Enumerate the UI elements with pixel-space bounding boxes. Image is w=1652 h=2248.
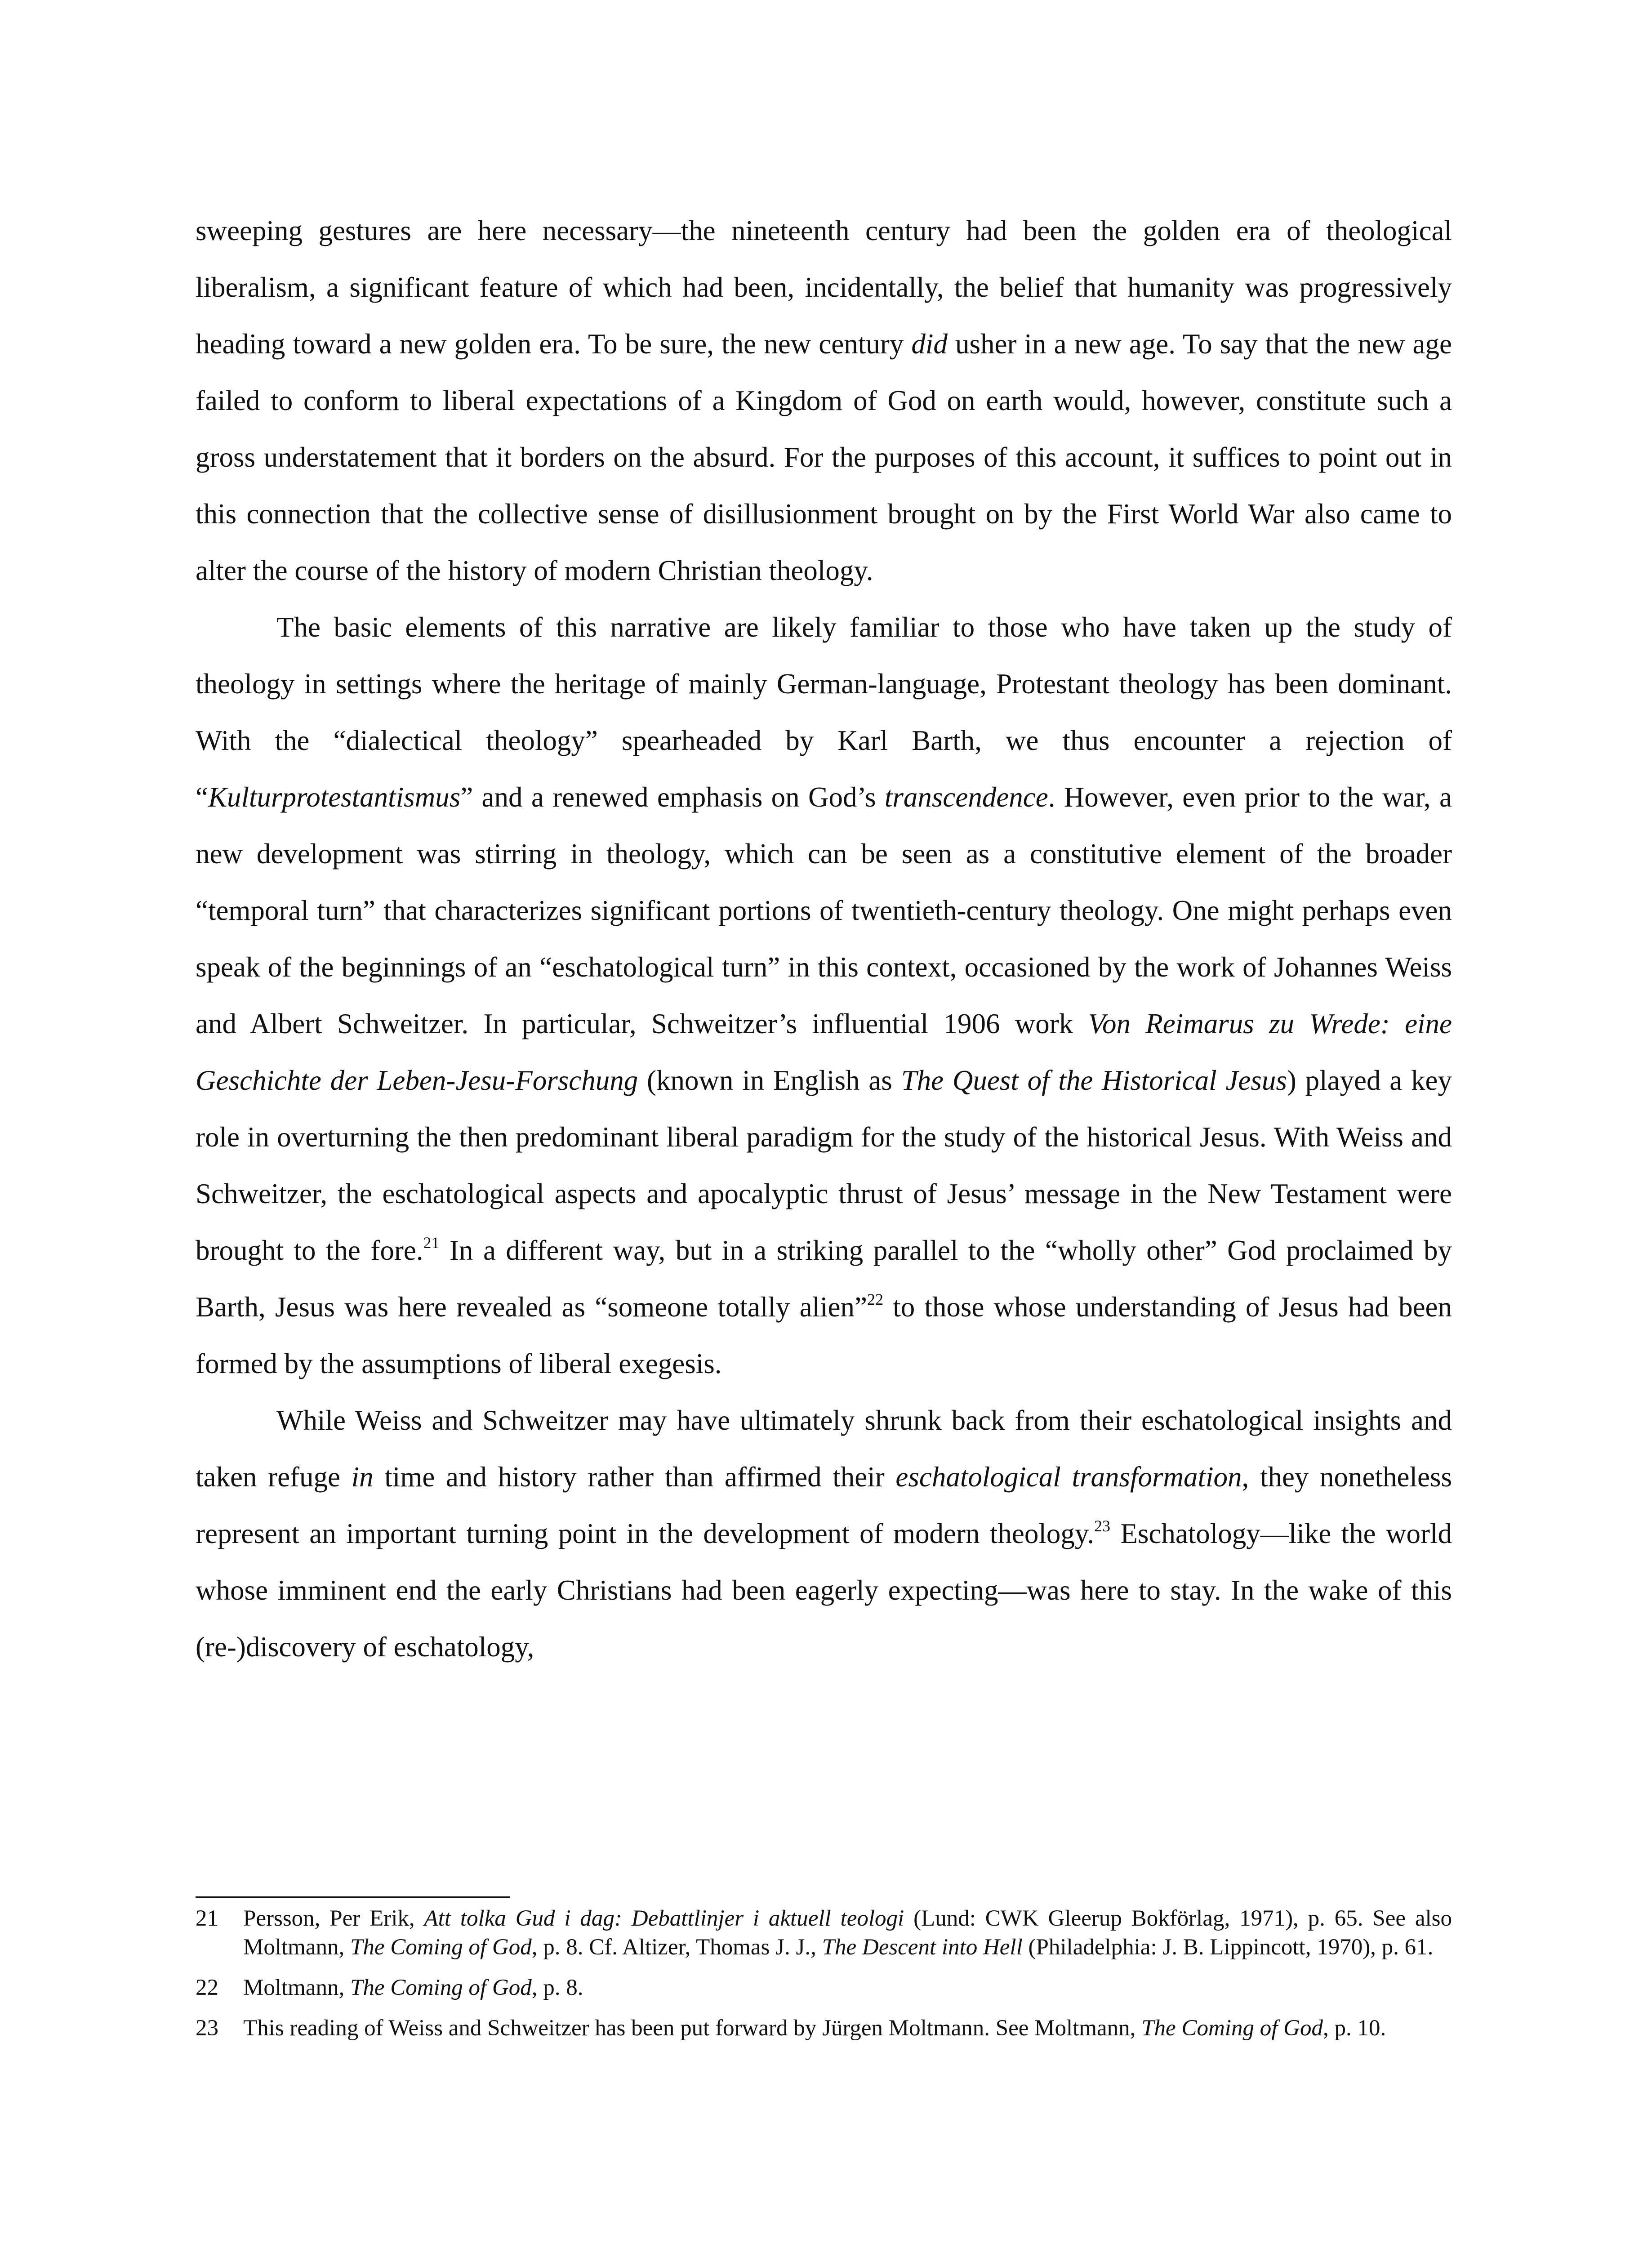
text-run: The basic elements of this narrative are likely familiar to those who have taken up the study of theology in settings where the heritage of mainly German-language, Protestant theology has been dominant. With the “dialectical theology” spearheaded by Karl Barth, we thus encounter a rejection of “	[196, 611, 1452, 813]
footnote-ref-23[interactable]: 23	[1094, 1517, 1110, 1535]
paragraph-2	[196, 599, 1452, 1392]
text-run: (Lund: CWK Gleerup Bokförlag, 1971), p. 65. See also Moltmann,	[243, 1906, 1452, 1960]
text-run: ) played a key role in overturning the then predominant liberal paradigm for the study of the historical Jesus. With Weiss and Schweitzer, the eschatological aspects and apocalyptic thrust of Jesus’ message in the New Testament were brought to the fore.	[196, 1065, 1452, 1266]
footnote-23	[196, 2014, 1452, 2043]
text-run: . However, even prior to the war, a new development was stirring in theology, which can be seen as a constitutive element of the broader “temporal turn” that characterizes significant portions of twentieth-century theology. One might perhaps even speak of the beginnings of an “eschatological turn” in this context, occasioned by the work of Johannes Weiss and Albert Schweitzer. In particular, Schweitzer’s influential 1906 work	[196, 781, 1452, 1039]
italic-run: Kulturprotestantismus	[208, 781, 461, 813]
italic-run: The Quest of the Historical Jesus	[901, 1065, 1287, 1096]
italic-run: The Coming of God	[350, 1975, 532, 2000]
footnote-number: 21	[196, 1906, 218, 1931]
paragraph-3	[196, 1392, 1452, 1675]
italic-run: did	[911, 328, 948, 360]
italic-run: Att tolka Gud i dag: Debattlinjer i aktuell teologi	[424, 1906, 904, 1931]
text-run: , p. 8.	[531, 1975, 583, 2000]
italic-run: in	[351, 1461, 374, 1493]
text-run: , p. 10.	[1322, 2016, 1386, 2041]
italic-run: Von Reimarus zu Wrede: eine Geschichte der Leben-Jesu-Forschung	[196, 1008, 1452, 1096]
footnote-22	[196, 1973, 1452, 2002]
text-run: While Weiss and Schweitzer may have ultimately shrunk back from their eschatological insights and taken refuge	[196, 1405, 1452, 1493]
footnotes	[196, 1904, 1452, 2054]
footnote-number: 22	[196, 1975, 218, 2000]
footnote-text	[243, 1973, 1452, 2002]
footnote-divider	[196, 1896, 510, 1898]
text-run: , they nonetheless represent an important turning point in the development of modern theology.	[196, 1461, 1452, 1549]
italic-run: transcendence	[884, 781, 1048, 813]
italic-run: The Coming of God	[1141, 2016, 1323, 2041]
text-run: usher in a new age. To say that the new age failed to conform to liberal expectations of a Kingdom of God on earth would, however, constitute such a gross understatement that it borders on the absurd. For the purposes of this account, it suffices to point out in this connection that the collective sense of disillusionment brought on by the First World War also came to alter the course of the history of modern Christian theology.	[196, 328, 1452, 586]
text-run: (Philadelphia: J. B. Lippincott, 1970), p. 61.	[1022, 1935, 1434, 1960]
text-run: Moltmann,	[243, 1975, 350, 2000]
body-text	[196, 202, 1452, 1675]
text-run: Eschatology—like the world whose imminent end the early Christians had been eagerly expecting—was here to stay. In the wake of this (re-)discovery of eschatology,	[196, 1518, 1452, 1663]
text-run: This reading of Weiss and Schweitzer has been put forward by Jürgen Moltmann. See Moltmann,	[243, 2016, 1142, 2041]
italic-run: The Descent into Hell	[822, 1935, 1023, 1960]
text-run: to those whose understanding of Jesus had been formed by the assumptions of liberal exegesis.	[196, 1291, 1452, 1379]
text-run: (known in English as	[638, 1065, 901, 1096]
text-run: sweeping gestures are here necessary—the nineteenth century had been the golden era of theological liberalism, a significant feature of which had been, incidentally, the belief that humanity was progressively heading toward a new golden era. To be sure, the new century	[196, 215, 1452, 360]
footnote-number: 23	[196, 2016, 218, 2041]
footnote-ref-21[interactable]: 21	[423, 1234, 440, 1252]
text-run: , p. 8. Cf. Altizer, Thomas J. J.,	[531, 1935, 822, 1960]
footnote-text	[243, 2014, 1452, 2043]
text-run: time and history rather than affirmed their	[373, 1461, 896, 1493]
footnote-text	[243, 1904, 1452, 1962]
italic-run: eschatological transformation	[895, 1461, 1242, 1493]
text-run: In a different way, but in a striking parallel to the “wholly other” God proclaimed by Barth, Jesus was here revealed as “someone totally alien”	[196, 1235, 1452, 1323]
footnote-ref-22[interactable]: 22	[867, 1290, 883, 1308]
paragraph-1	[196, 202, 1452, 599]
italic-run: The Coming of God	[350, 1935, 532, 1960]
text-run: ” and a renewed emphasis on God’s	[460, 781, 885, 813]
footnote-21	[196, 1904, 1452, 1962]
text-run: Persson, Per Erik,	[243, 1906, 424, 1931]
